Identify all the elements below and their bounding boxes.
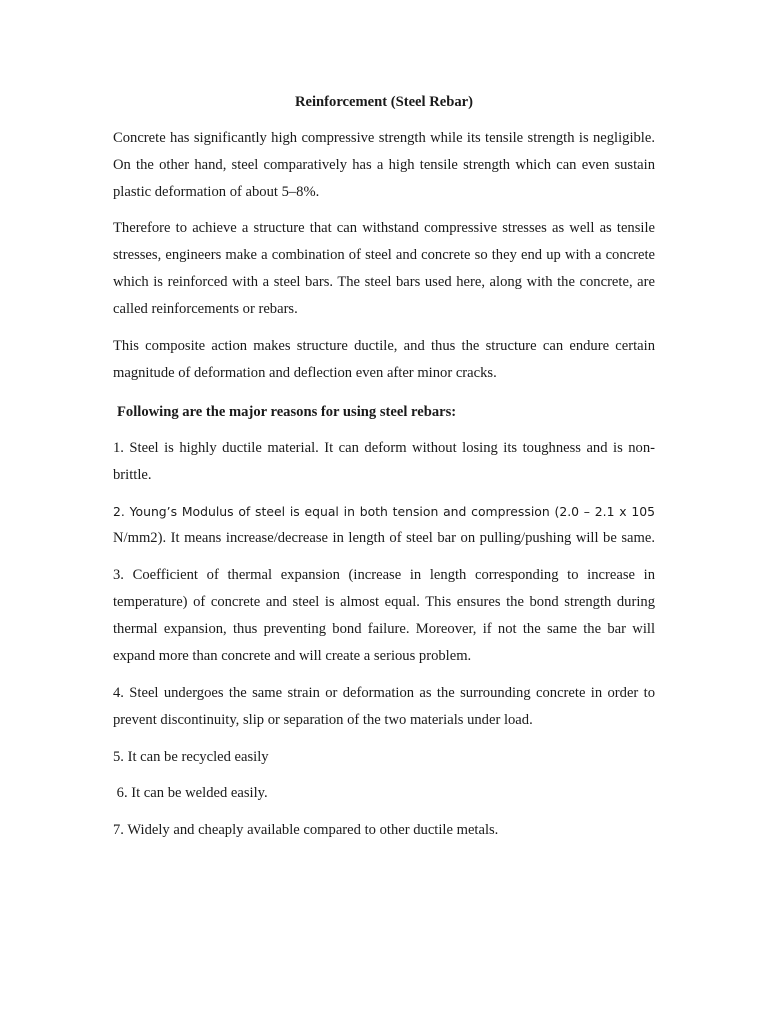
reason-item-1: 1. Steel is highly ductile material. It can deform without losing its toughness and is non-brittle. [113,440,655,483]
reason-item-3: 3. Coefficient of thermal expansion (increase in length corresponding to increase in temperature) of concrete and steel is almost equal. This ensures the bond strength during thermal expansion, thus preventing bond failure. Moreover, if not the same the bar will expand more than concrete and will create a serious problem. [113,567,655,664]
reasons-heading: Following are the major reasons for using steel rebars: [117,404,457,420]
document-title: Reinforcement (Steel Rebar) [294,94,474,110]
paragraph-intro: Concrete has significantly high compressive strength while its tensile strength is negligible. On the other hand, steel comparatively has a high tensile strength which can even sustain plastic deformation of about 5–8%. [113,130,655,200]
reason-item-4: 4. Steel undergoes the same strain or deformation as the surrounding concrete in order to prevent discontinuity, slip or separation of the two materials under load. [113,685,655,728]
paragraph-ductility: This composite action makes structure ductile, and thus the structure can endure certain magnitude of deformation and deflection even after minor cracks. [113,338,655,381]
reason-item-7: 7. Widely and cheaply available compared to other ductile metals. [113,822,499,838]
reason-item-6: 6. It can be welded easily. [113,785,268,801]
reason-item-2-line1: 2. Young’s Modulus of steel is equal in both tension and compression (2.0 – 2.1 x 105 [113,504,655,519]
reason-item-5: 5. It can be recycled easily [113,749,269,765]
reason-item-2-line2: N/mm2). It means increase/decrease in length of steel bar on pulling/pushing will be same. [113,530,655,546]
reason-item-2 [113,498,655,552]
paragraph-composite: Therefore to achieve a structure that can withstand compressive stresses as well as tensile stresses, engineers make a combination of steel and concrete so they end up with a concrete which is reinforced with a steel bars. The steel bars used here, along with the concrete, are called reinforcements or rebars. [113,220,655,317]
